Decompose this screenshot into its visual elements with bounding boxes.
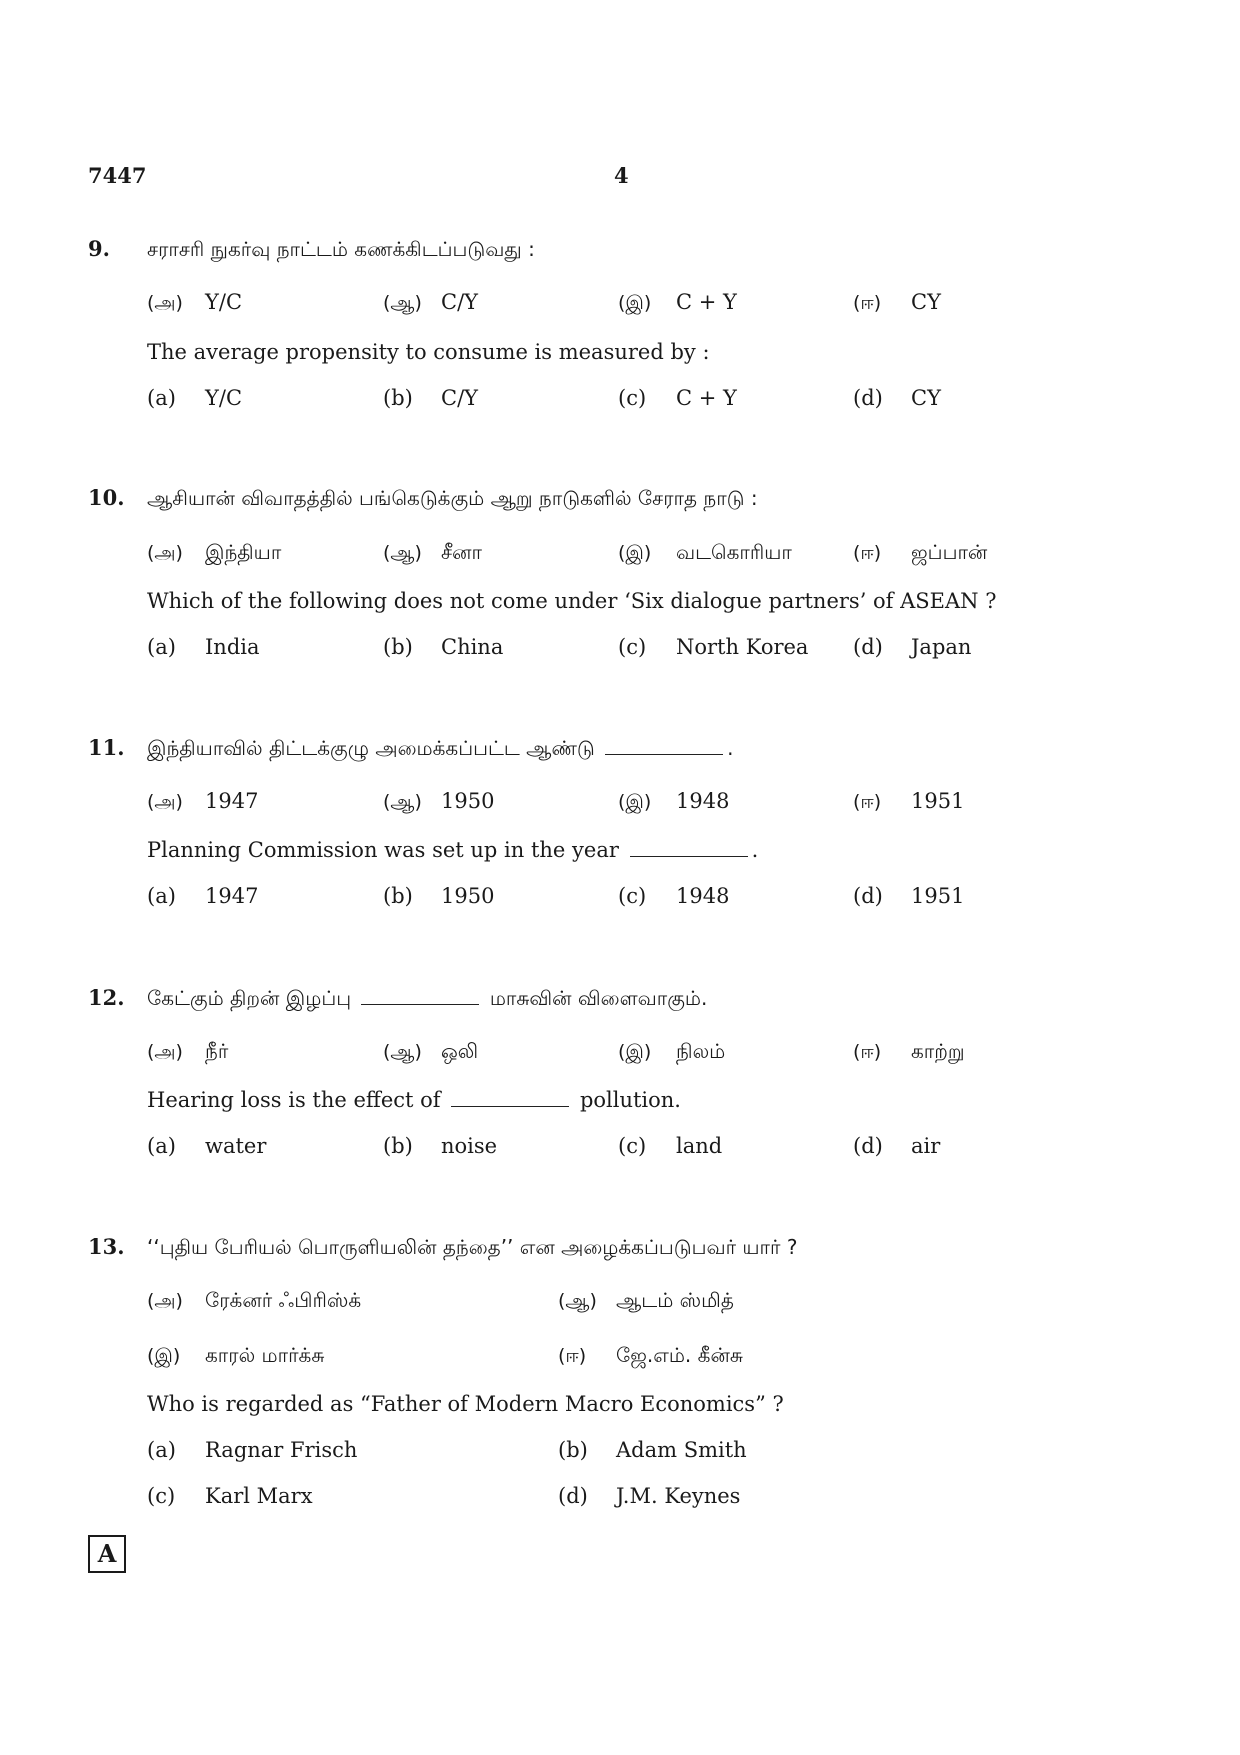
tamil-option-1: (அ) ரேக்னர் ஃபிரிஸ்க் [147,1288,362,1312]
tamil-option-2: (ஆ) சீனா [383,540,482,564]
english-option-b: (b) noise [383,1134,498,1158]
paper-code: 7447 [88,163,147,188]
english-option-c: (c) 1948 [618,884,730,908]
tamil-question-text: ஆசியான் விவாதத்தில் பங்கெடுக்கும் ஆறு நாடுகளில் சேராத நாடு : [147,486,758,510]
tamil-option-4: (ஈ) காற்று [853,1039,965,1063]
english-option-b: (b) China [383,635,504,659]
english-option-a: (a) Ragnar Frisch [147,1438,358,1462]
tamil-option-2: (ஆ) ஒலி [383,1039,479,1063]
english-option-a: (a) Y/C [147,386,243,410]
question-number: 10. [88,485,125,510]
english-option-d: (d) 1951 [853,884,965,908]
tamil-question-text: கேட்கும் திறன் இழப்பு மாசுவின் விளைவாகும். [147,986,708,1010]
english-option-d: (d) air [853,1134,941,1158]
tamil-option-4: (ஈ) 1951 [853,789,965,813]
english-option-d: (d) J.M. Keynes [558,1484,741,1508]
english-option-d: (d) Japan [853,635,972,659]
page-number: 4 [614,163,629,188]
tamil-option-1: (அ) நீர் [147,1039,229,1063]
tamil-option-2: (ஆ) 1950 [383,789,495,813]
english-option-a: (a) water [147,1134,267,1158]
question-number: 13. [88,1234,125,1259]
tamil-option-2: (ஆ) ஆடம் ஸ்மித் [558,1288,734,1312]
tamil-question-text: இந்தியாவில் திட்டக்குழு அமைக்கப்பட்ட ஆண்டு . [147,736,734,760]
tamil-option-4: (ஈ) ஜப்பான் [853,540,988,564]
answer-blank [451,1105,569,1107]
english-option-b: (b) Adam Smith [558,1438,747,1462]
answer-blank [605,753,723,755]
english-option-b: (b) C/Y [383,386,479,410]
english-option-a: (a) 1947 [147,884,259,908]
answer-blank [361,1003,479,1005]
tamil-option-2: (ஆ) C/Y [383,290,479,314]
question-set-label: A [88,1535,126,1573]
english-question-text: The average propensity to consume is measured by : [147,340,710,364]
english-question-text: Which of the following does not come under ‘Six dialogue partners’ of ASEAN ? [147,589,997,613]
english-question-text: Hearing loss is the effect of pollution. [147,1088,681,1112]
english-question-text: Who is regarded as “Father of Modern Macro Economics” ? [147,1392,784,1416]
question-number: 9. [88,236,110,261]
tamil-option-4: (ஈ) CY [853,290,941,314]
tamil-option-3: (இ) C + Y [618,290,737,314]
english-option-c: (c) C + Y [618,386,737,410]
tamil-option-3: (இ) நிலம் [618,1039,726,1063]
english-question-text: Planning Commission was set up in the year . [147,838,759,862]
answer-blank [630,855,748,857]
tamil-option-3: (இ) 1948 [618,789,730,813]
question-number: 12. [88,985,125,1010]
tamil-question-text: ‘‘புதிய பேரியல் பொருளியலின் தந்தை’’ என அழைக்கப்படுபவர் யார் ? [147,1235,798,1259]
tamil-option-1: (அ) 1947 [147,789,259,813]
tamil-option-1: (அ) Y/C [147,290,243,314]
english-option-b: (b) 1950 [383,884,495,908]
english-option-d: (d) CY [853,386,941,410]
tamil-option-1: (அ) இந்தியா [147,540,282,564]
tamil-option-4: (ஈ) ஜே.எம். கீன்சு [558,1343,743,1367]
english-option-c: (c) land [618,1134,723,1158]
english-option-a: (a) India [147,635,260,659]
tamil-question-text: சராசரி நுகர்வு நாட்டம் கணக்கிடப்படுவது : [147,237,535,261]
tamil-option-3: (இ) காரல் மார்க்சு [147,1343,325,1367]
question-number: 11. [88,735,125,760]
tamil-option-3: (இ) வடகொரியா [618,540,792,564]
english-option-c: (c) Karl Marx [147,1484,313,1508]
english-option-c: (c) North Korea [618,635,809,659]
